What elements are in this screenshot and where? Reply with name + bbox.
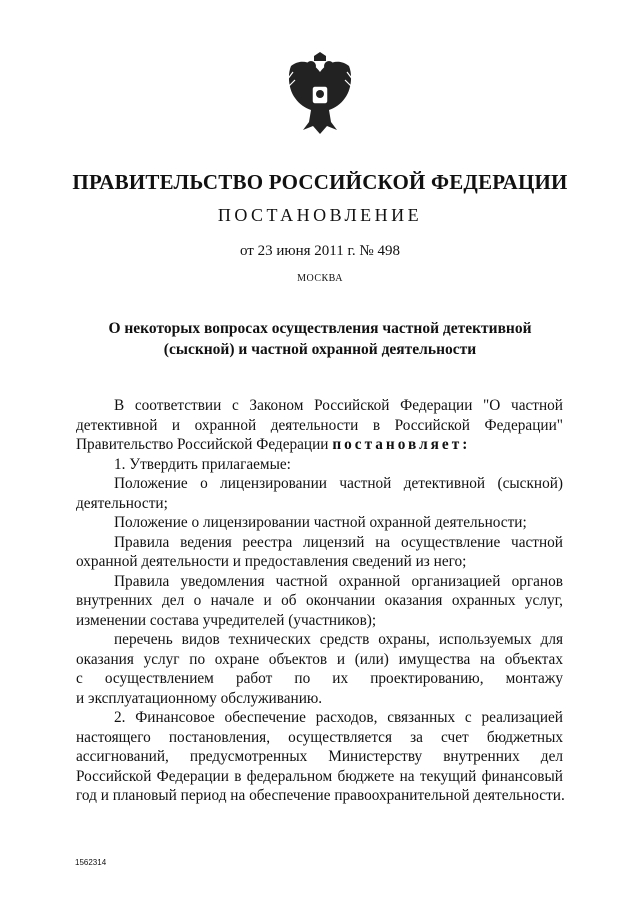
subject-line: О некоторых вопросах осуществления частной детективной [108,320,532,337]
clause-2-line: настоящего постановления, осуществляется за счет бюджетных [76,728,563,746]
item-line: охранной деятельности и предоставления сведений из него; [76,553,467,570]
clause-2-line: год и плановый период на обеспечение правоохранительной деятельности. [76,787,565,804]
document-type: ПОСТАНОВЛЕНИЕ [217,205,423,225]
clause-2-line: 2. Финансовое обеспечение расходов, связанных с реализацией [114,709,563,726]
clause-2-line: ассигнований, предусмотренных Министерству внутренних дел [76,748,563,765]
city: МОСКВА [297,273,343,284]
document-code: 1562314 [75,858,107,867]
item-line: Правила уведомления частной охранной организацией органов [114,572,563,590]
clause-1: 1. Утвердить прилагаемые: [114,455,291,473]
date-and-number: от 23 июня 2011 г. № 498 [240,243,400,259]
item-line: оказания услуг по охране объектов и (или) имущества на объектах [76,650,563,668]
intro-line [76,435,563,455]
item-line: и эксплуатационному обслуживанию. [76,689,323,707]
intro-line: В соответствии с Законом Российской Федерации "О частной [114,397,563,414]
clause-2-line: Российской Федерации в федеральном бюджете на текущий финансовый [76,767,563,785]
item-line: деятельности; [76,494,168,512]
document-subject [0,318,640,360]
intro-text: Правительство Российской Федерации [76,436,333,453]
item-line: изменении состава учредителей (участников); [76,611,377,629]
item-line: перечень видов технических средств охраны, используемых для [114,631,563,648]
resolves-word: постановляет: [332,436,471,453]
item-line: Положение о лицензировании частной охранной деятельности; [114,514,527,531]
item-line: внутренних дел о начале и об окончании оказания охранных услуг, [76,592,563,609]
item-line: Правила ведения реестра лицензий на осуществление частной [114,533,563,551]
subject-line: (сыскной) и частной охранной деятельности [163,341,477,358]
item-line: с осуществлением работ по их проектированию, монтажу [76,670,563,687]
document-body [76,396,563,806]
government-title: ПРАВИТЕЛЬСТВО РОССИЙСКОЙ ФЕДЕРАЦИИ [72,170,568,194]
intro-line: детективной и охранной деятельности в Российской Федерации" [76,416,563,434]
coat-of-arms-emblem [283,52,357,138]
item-line: Положение о лицензировании частной детективной (сыскной) [114,475,563,492]
